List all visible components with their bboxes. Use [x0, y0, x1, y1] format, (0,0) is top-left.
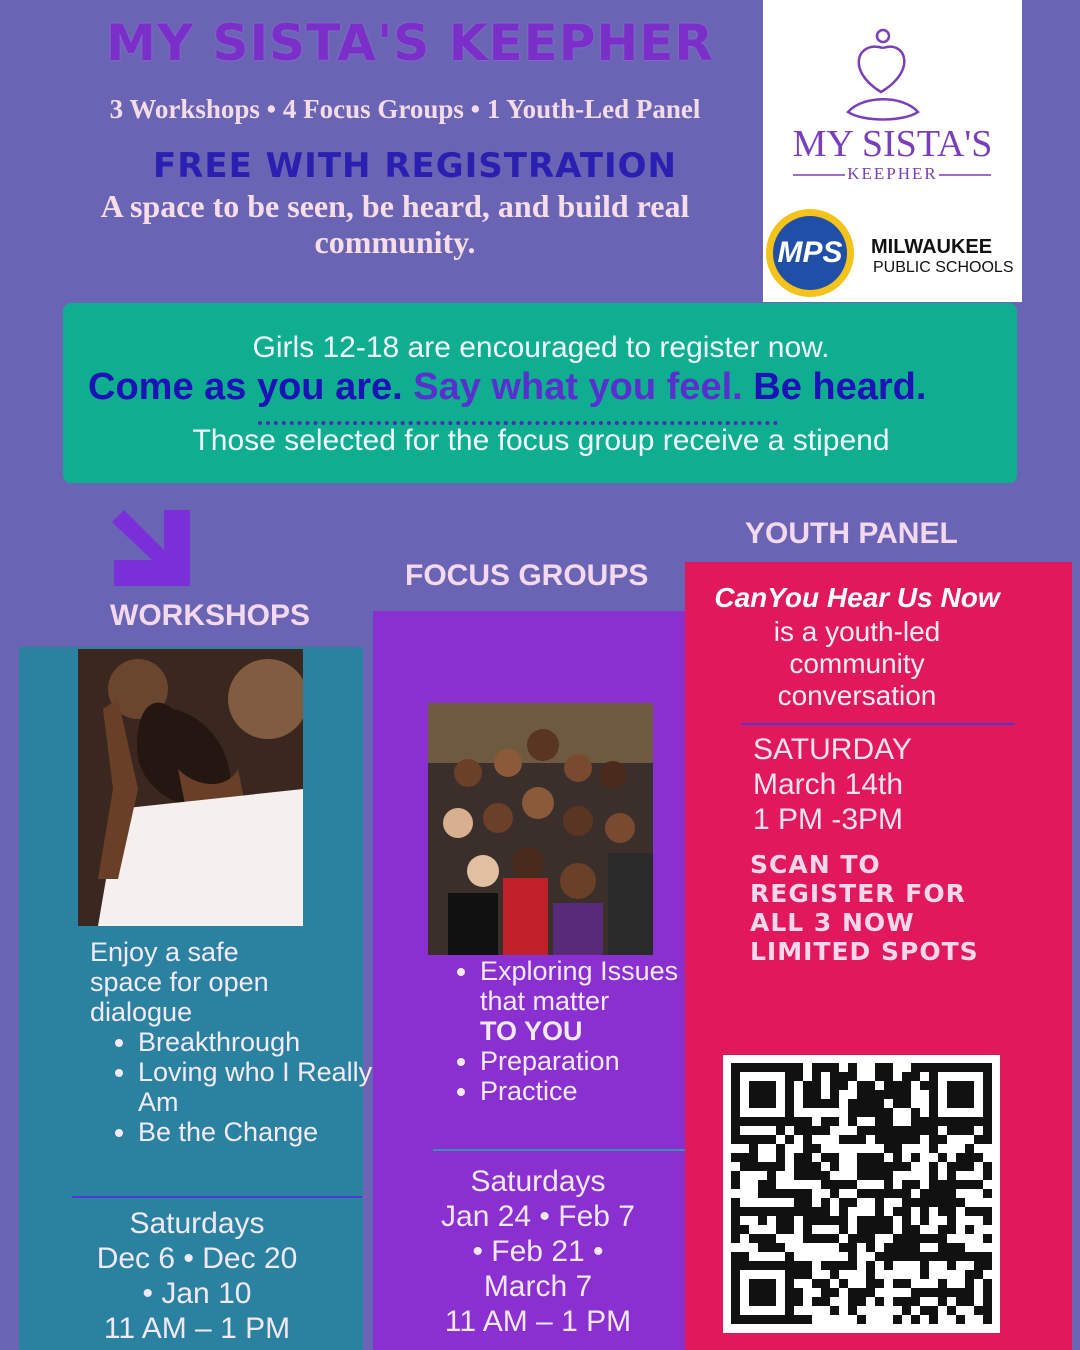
- list-item: [480, 956, 700, 1046]
- list-item: • Be the Change: [138, 1117, 388, 1147]
- schedule-dates: March 7: [483, 1270, 593, 1303]
- focus-schedule: [383, 1164, 693, 1339]
- schedule-dates: Jan 24 • Feb 7: [441, 1200, 635, 1233]
- divider: [741, 723, 1015, 725]
- event-description: is a youth-led community conversation: [773, 616, 941, 711]
- event-name: CanYou Hear Us Now: [714, 582, 1000, 613]
- workshops-heading: WORKSHOPS: [110, 599, 311, 632]
- event-summary: 3 Workshops • 4 Focus Groups • 1 Youth-Led Panel: [109, 94, 701, 124]
- motto-part-2: Say what you feel.: [413, 366, 743, 408]
- schedule-day: Saturdays: [129, 1207, 265, 1240]
- registration-banner: [63, 303, 1017, 483]
- motto-part-3: Be heard.: [753, 366, 927, 408]
- schedule-time: 1 PM -3PM: [753, 803, 904, 836]
- free-registration-label: FREE WITH REGISTRATION: [152, 146, 678, 186]
- schedule-dates: Dec 6 • Dec 20: [96, 1242, 298, 1275]
- schedule-date: March 14th: [753, 768, 904, 801]
- tagline: A space to be seen, be heard, and build real community.: [100, 188, 690, 260]
- motto-part-1: Come as you are.: [88, 366, 403, 408]
- list-item: • Breakthrough: [138, 1027, 388, 1057]
- workshops-intro: Enjoy a safe space for open dialogue: [90, 937, 269, 1027]
- girl-thinking-illustration: [78, 649, 303, 926]
- motto: [88, 366, 988, 409]
- list-item: • Loving who I Really Am: [138, 1057, 388, 1117]
- divider: [72, 1196, 362, 1198]
- logo-org-sub: KEEPHER: [847, 164, 938, 183]
- qr-code-icon[interactable]: [723, 1055, 1000, 1333]
- poster-title: MY SISTA'S KEEPHER: [106, 14, 714, 72]
- schedule-day: Saturdays: [470, 1165, 606, 1198]
- focus-groups-column: [373, 611, 685, 1350]
- arrow-down-right-icon: [112, 510, 192, 588]
- mps-name-line2: PUBLIC SCHOOLS: [873, 259, 1014, 276]
- workshop-photo: [78, 649, 303, 926]
- logo-panel: [763, 0, 1022, 302]
- divider: [433, 1149, 685, 1151]
- schedule-day: SATURDAY: [753, 733, 912, 766]
- workshops-column: [19, 647, 373, 1350]
- list-item: • Practice: [480, 1076, 700, 1106]
- schedule-dates: • Jan 10: [142, 1277, 252, 1310]
- list-item: • Preparation: [480, 1046, 700, 1076]
- schedule-time: 11 AM – 1 PM: [444, 1305, 632, 1338]
- registration-qr-code[interactable]: [723, 1055, 1000, 1333]
- scan-cta: SCAN TO REGISTER FOR ALL 3 NOW LIMITED SPOTS: [750, 850, 979, 966]
- group-photo-illustration: [428, 703, 653, 955]
- bullet-text: Exploring Issues that matter: [480, 956, 679, 1016]
- mps-name-line1: MILWAUKEE: [871, 236, 993, 258]
- schedule-dates: • Feb 21 •: [472, 1235, 604, 1268]
- workshops-topics-list: [90, 1027, 388, 1147]
- panel-schedule: [753, 732, 912, 837]
- focus-groups-heading: FOCUS GROUPS: [405, 559, 649, 592]
- bullet-emphasis: TO YOU: [480, 1016, 583, 1046]
- focus-topics-list: [432, 956, 700, 1106]
- schedule-time: 11 AM – 1 PM: [103, 1312, 291, 1345]
- workshops-schedule: [44, 1206, 350, 1346]
- logo-org-name: MY SISTA'S: [792, 123, 993, 165]
- focus-group-photo: [428, 703, 653, 955]
- stipend-text: Those selected for the focus group receive a stipend: [192, 424, 890, 457]
- eligibility-text: Girls 12-18 are encouraged to register now.: [252, 331, 830, 364]
- mps-badge-text: MPS: [777, 236, 843, 269]
- youth-panel-heading: YOUTH PANEL: [745, 517, 958, 550]
